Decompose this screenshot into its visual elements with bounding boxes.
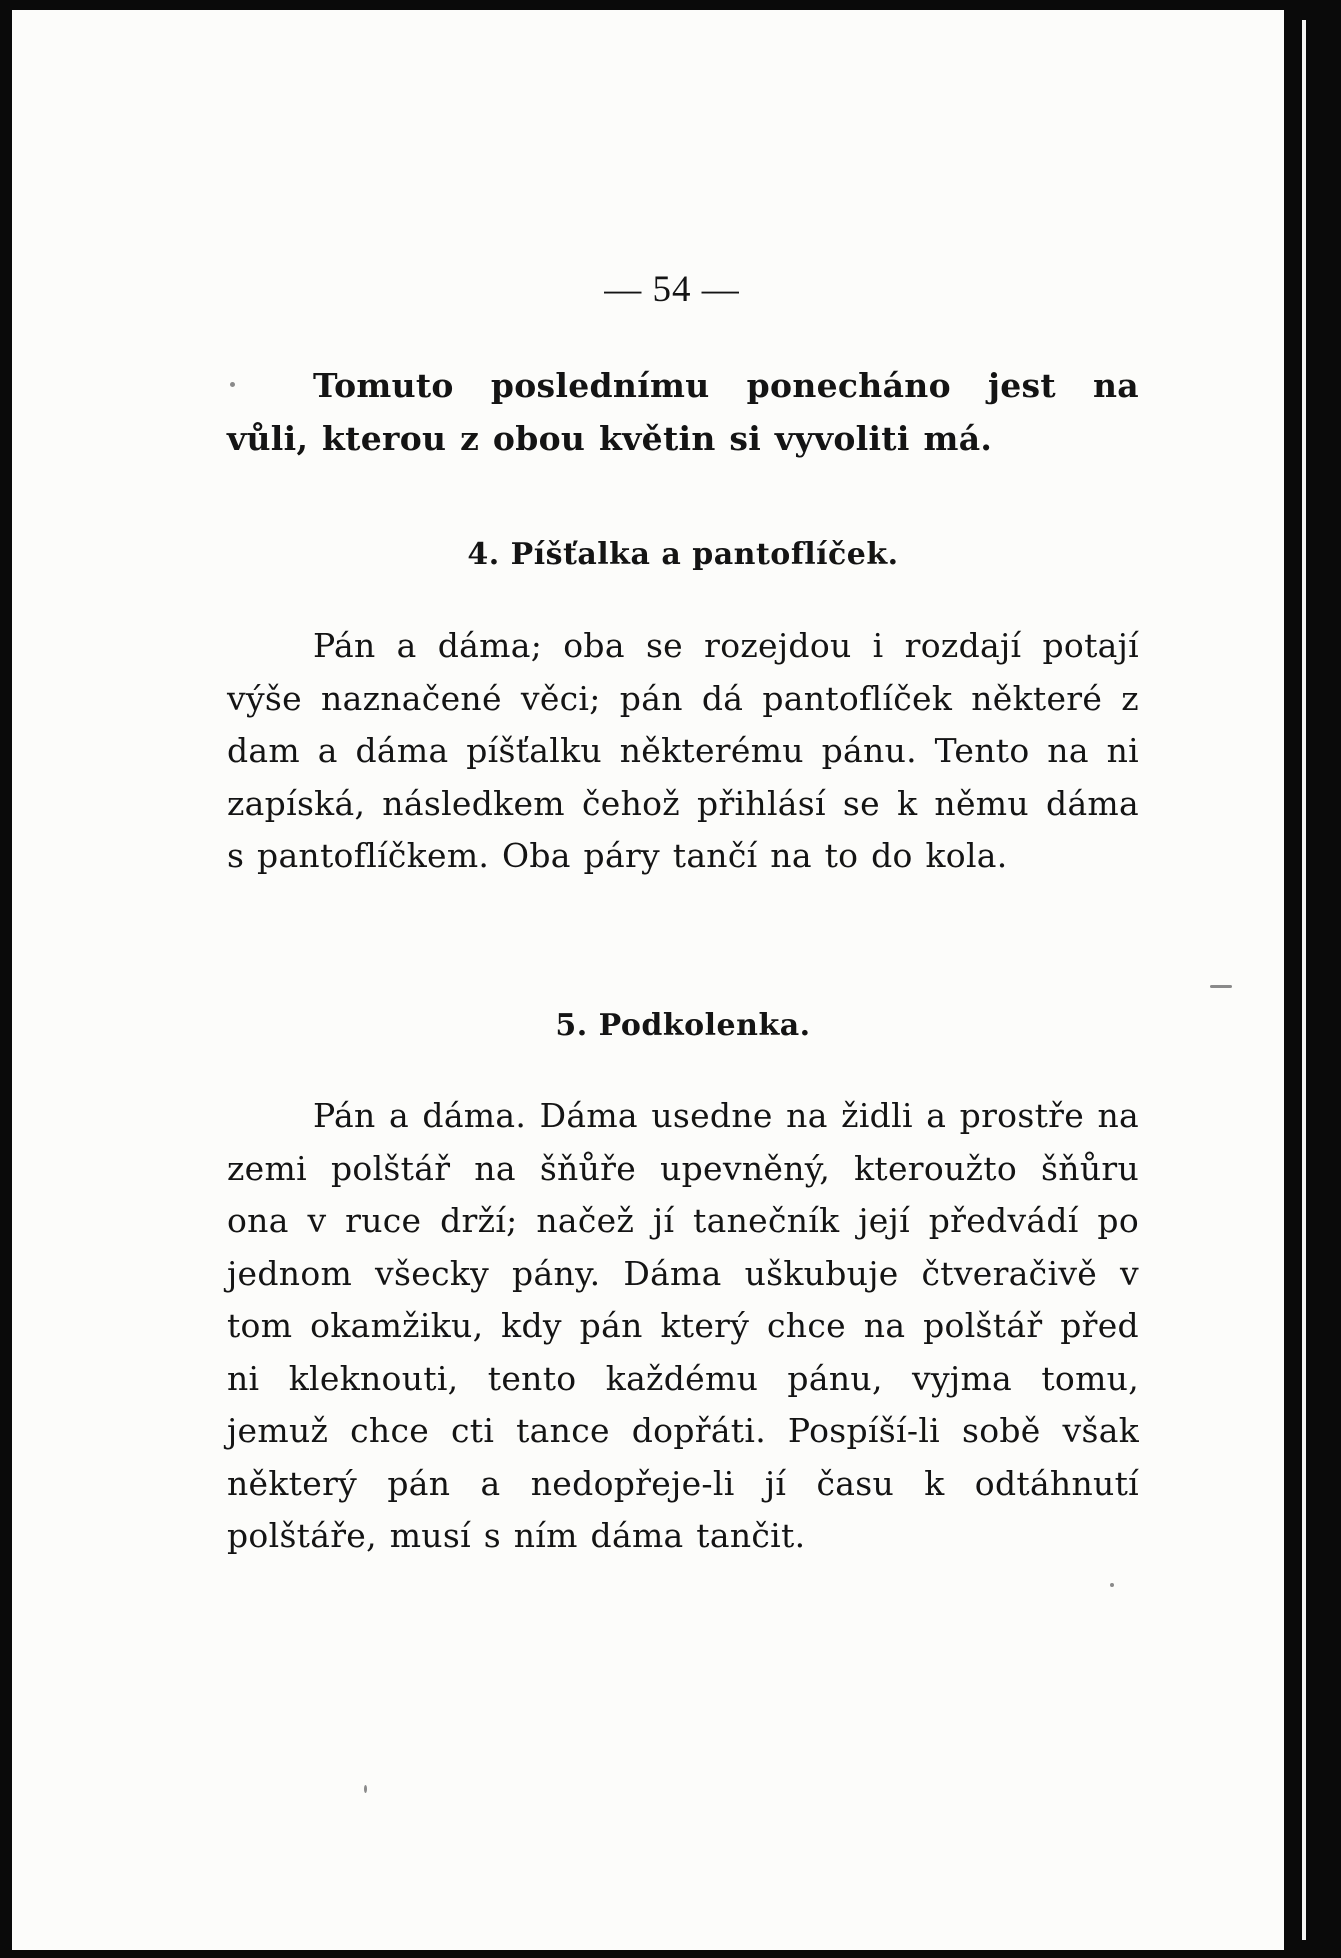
- book-page: [12, 10, 1284, 1950]
- section-4-body: Pán a dáma; oba se rozejdou i rozdají potají výše naznačené věci; pán dá pantoflíček některé z dam a dáma píšťalku některému pánu. Tento na ni zapíská, následkem čehož přihlásí se k němu dáma s pantoflíčkem. Oba páry tančí na to do kola.: [227, 626, 1139, 875]
- page-edge-line: [1302, 20, 1306, 1940]
- paper-speck: [230, 382, 235, 387]
- page-number: — 54 —: [604, 269, 740, 310]
- paper-speck: [1210, 985, 1232, 988]
- intro-paragraph: Tomuto poslednímu ponecháno jest na vůli, kterou z obou květin si vyvoliti má.: [227, 366, 1139, 458]
- section-5-body: Pán a dáma. Dáma usedne na židli a prostře na zemi polštář na šňůře upevněný, kteroužto šňůru ona v ruce drží; načež jí tanečník její předvádí po jednom všecky pány. Dáma uškubuje čtveračivě v tom okamžiku, kdy pán který chce na polštář před ni kleknouti, tento každému pánu, vyjma tomu, jemuž chce cti tance dopřáti. Pospíší-li sobě však některý pán a nedopřeje-li jí času k odtáhnutí polštáře, musí s ním dáma tančit.: [227, 1096, 1139, 1555]
- paper-speck: [364, 1785, 367, 1793]
- scan-right-border: [1284, 0, 1341, 1958]
- paper-speck: [1110, 1583, 1114, 1587]
- section-5-heading: 5. Podkolenka.: [555, 1008, 811, 1043]
- section-4-heading: 4. Píšťalka a pantoflíček.: [467, 537, 899, 572]
